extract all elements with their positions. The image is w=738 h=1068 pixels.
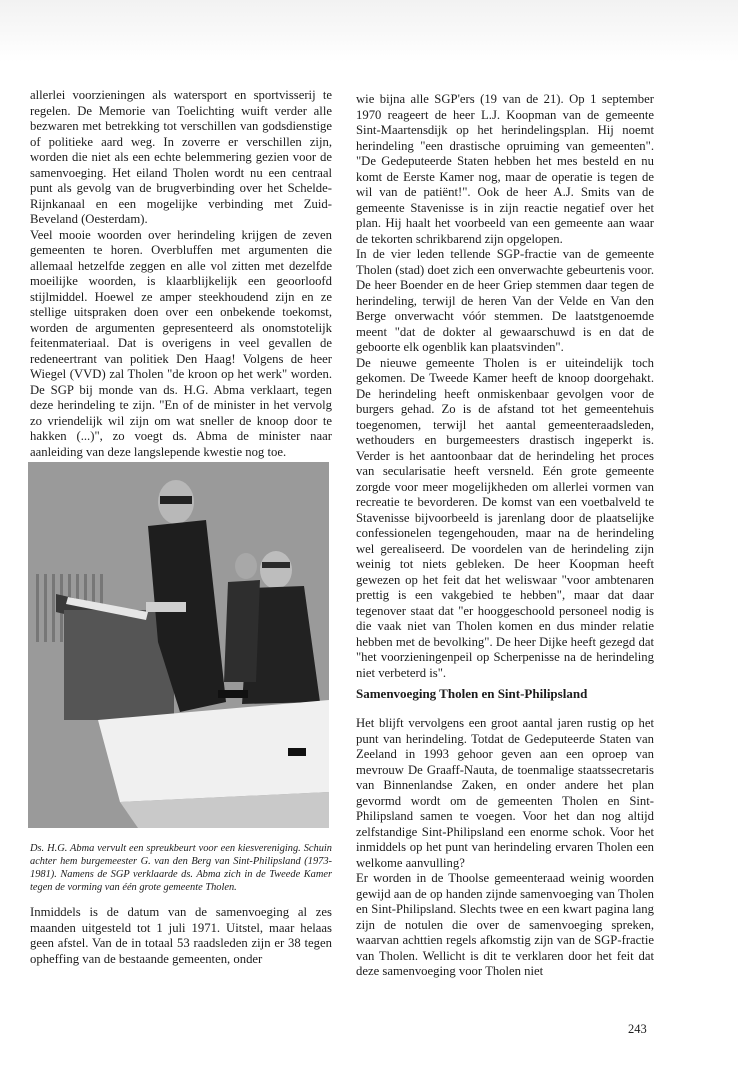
right-paragraph-4: Het blijft vervolgens een groot aantal jaren rustig op het punt van herindeling. Totdat de Gedeputeerde Staten van Zeeland in 1993 gehoor geven aan een oproep van mevrouw De Graaff-Nauta, de toenmalige staatssecretaris van Binnenlandse Zaken, en onder andere het plan gevormd wordt om de gemeenten Tholen en Sint-Philipsland samen te voegen. Voor het dan nog altijd zelfstandige Sint-Philipsland een enorme schok. Voor het inmiddels op het punt van herindeling ervaren Tholen een welkome aanvulling?	[356, 716, 654, 870]
right-paragraph-1: wie bijna alle SGP'ers (19 van de 21). Op 1 september 1970 reageert de heer L.J. Koopman van de gemeente Sint-Maartensdijk op het herindelingsplan. Hij noemt herindeling "een drastische opruiming van gemeenten". "De Gedeputeerde Staten hebben het mes besteld en nu komt de Eerste Kamer nog, maar de operatie is tegen de wil van de patiënt!". Ook de heer A.J. Smits van de gemeente Stavenisse is in zijn reactie negatief over het plan. Hij haalt het voorbeeld van een gemeente aan waar de tekorten schrikbarend zijn opgelopen.	[356, 92, 654, 246]
left-paragraph-1: allerlei voorzieningen als watersport en sportvisserij te regelen. De Memorie van Toelichting wuift verder alle bezwaren met betrekking tot verschillen van godsdienstige of politieke aard weg. In zoverre er verschillen zijn, worden die niet als een echte belemmering gezien voor de samenvoeging. Het eiland Tholen wordt nu een centraal punt als gevolg van de brugverbinding over het Schelde-Rijnkanaal en een mogelijke verbinding met Zuid-Beveland (Oesterdam).	[30, 88, 332, 226]
right-paragraph-2: In de vier leden tellende SGP-fractie van de gemeente Tholen (stad) doet zich een onverwachte gebeurtenis voor. De heer Boender en de heer Griep stemmen daar tegen de herindeling, terwijl de heren Van der Velde en Van den Berge onverwacht vóór stemmen. De laatstgenoemde meent "dat de dokter al gewaarschuwd is en dat de geboorte elk ogenblik kan plaatsvinden".	[356, 247, 654, 354]
photo-speaker-at-lectern	[28, 462, 329, 828]
right-paragraph-3: De nieuwe gemeente Tholen is er uiteindelijk toch gekomen. De Tweede Kamer heeft de knoop doorgehakt. De herindeling heeft onmiskenbaar gevolgen voor de burgers gehad. Zo is de afstand tot het gemeentehuis toegenomen, terwijl het aantal gemeenteraadsleden, wethouders en burgemeesters drastisch ingeperkt is. Verder is het aantoonbaar dat de herindeling het proces van secularisatie heeft versneld. Eén grote gemeente zorgde voor meer mogelijkheden om allerlei vormen van recreatie te bevorderen. De komst van een voetbalveld te Stavenisse bijvoorbeeld is jarenlang door de plaatselijke confessionelen tegengehouden, maar na de herindeling wel gerealiseerd. De voordelen van de herindeling zijn weinig tot niets gebleken. De heer Koopman heeft gewezen op het feit dat het weliswaar "voor ambtenaren prettig is een vakgebied te hebben", maar dat daar tegenover staat dat "er hooggeschoold personeel nodig is die vaak niet van Tholen komen en dus minder relatie hebben met de bevolking". De heer Dijke heeft gezegd dat "het voorzieningenpeil op Scherpenisse na de herindeling niet verbeterd is".	[356, 355, 654, 680]
left-paragraph-3: Inmiddels is de datum van de samenvoeging al zes maanden uitgesteld tot 1 juli 1971. Uitstel, maar helaas geen afstel. Van de in totaal 53 raadsleden zijn er 38 tegen opheffing van de bestaande gemeenten, onder	[30, 905, 332, 966]
page-number: 243	[628, 1022, 647, 1036]
left-column-top	[30, 88, 332, 460]
section-heading: Samenvoeging Tholen en Sint-Philipsland	[356, 686, 588, 701]
scan-top-band	[0, 0, 738, 62]
left-column-bottom	[30, 905, 332, 967]
right-paragraph-5: Er worden in de Thoolse gemeenteraad weinig woorden gewijd aan de op handen zijnde samenvoeging van Tholen en Sint-Philipsland. Slechts twee en een kwart pagina lang zijn de notulen die over de samenvoeging spreken, waarvan achttien regels afkomstig zijn van de SGP-fractie van Tholen. Wellicht is dit te verklaren door het feit dat deze samenvoeging voor Tholen niet	[356, 871, 654, 978]
right-column-bottom	[356, 716, 654, 980]
left-paragraph-2: Veel mooie woorden over herindeling krijgen de zeven gemeenten te horen. Overbluffen met argumenten die allemaal hetzelfde zeggen en alle vol zitten met dezelfde moeilijke woorden, is klaarblijkelijk een geoorloofd stijlmiddel. Hoewel ze amper steekhoudend zijn en ze stellige uitspraken doen over een onbekende toekomst, worden de argumenten gepresenteerd als onomstotelijk feitenmateriaal. Dat is overigens in veel gevallen de redeneertrant van politiek Den Haag! Volgens de heer Wiegel (VVD) zal Tholen "de kroon op het werk" worden. De SGP bij monde van ds. H.G. Abma verklaart, tegen deze herindeling te zijn. "En of de minister in het vervolg zo vriendelijk wil zijn om wat sneller de knoop door te hakken (...)", zo voegt ds. Abma de minister naar aanleiding van deze langslepende kwestie nog toe.	[30, 227, 332, 459]
right-column	[356, 92, 654, 681]
photo-caption: Ds. H.G. Abma vervult een spreukbeurt voor een kiesvereniging. Schuin achter hem burgemeester G. van den Berg van Sint-Philipsland (1973-1981). Namens de SGP verklaarde ds. Abma zich in de Tweede Kamer tegen de vorming van één grote gemeente Tholen.	[30, 843, 332, 893]
